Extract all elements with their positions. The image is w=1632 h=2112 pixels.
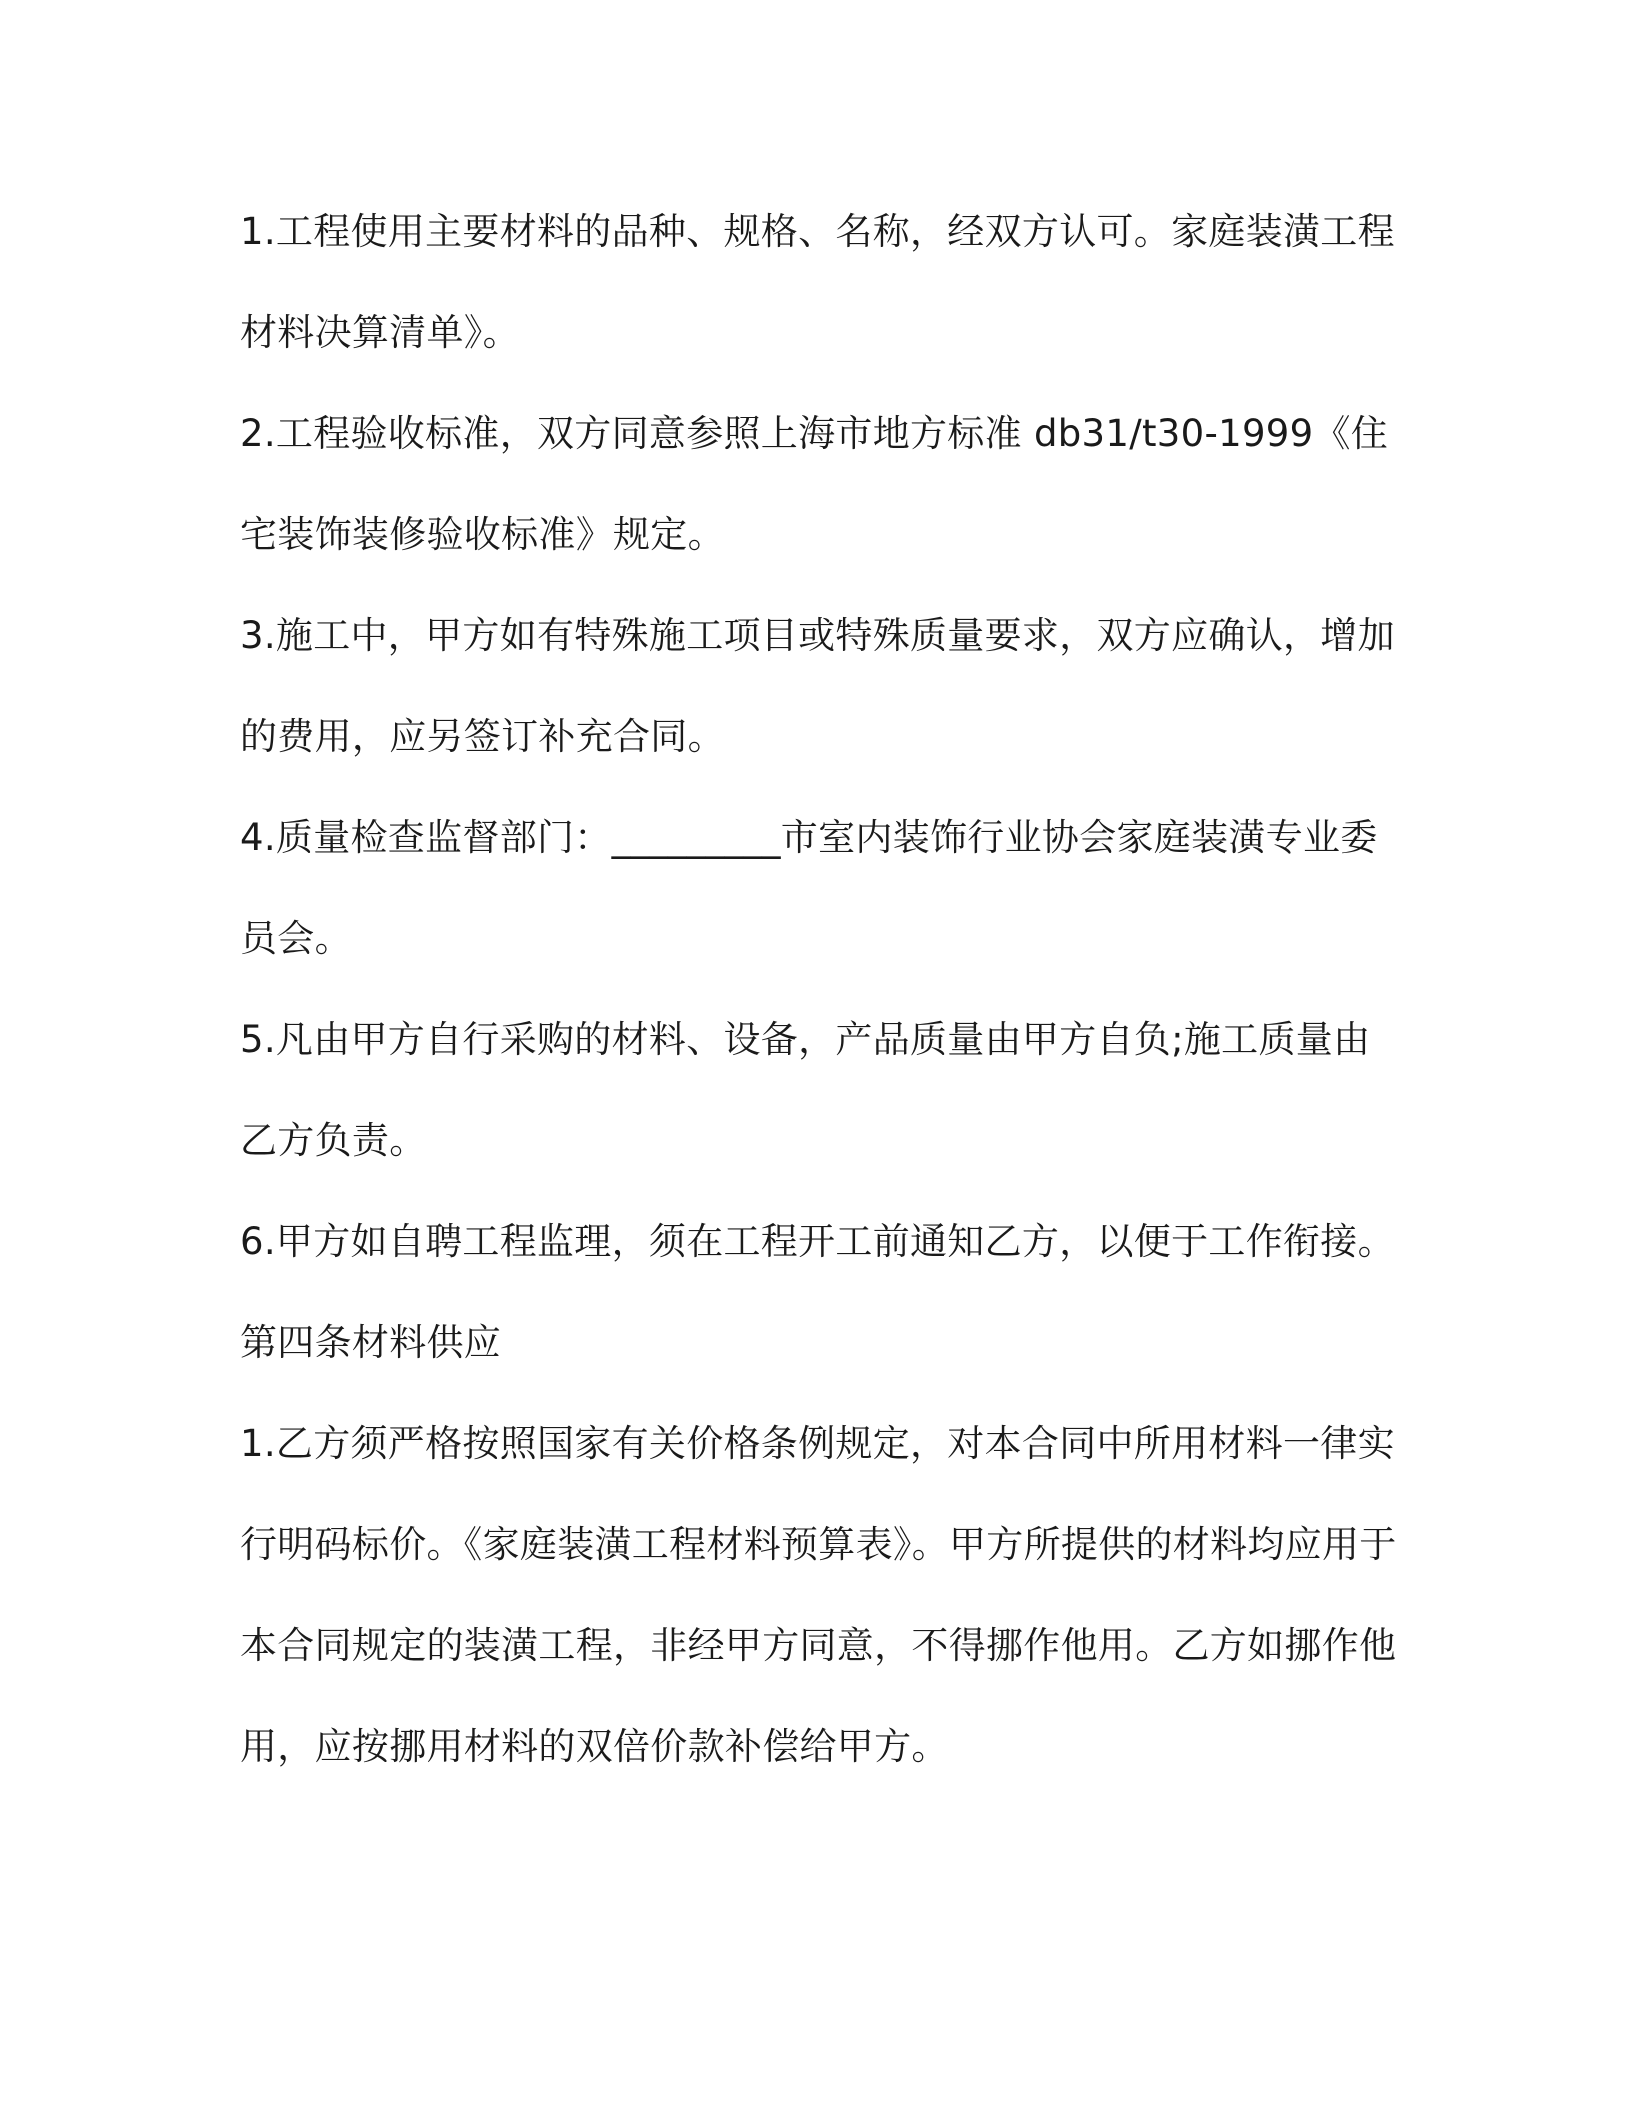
clause-paragraph: 2.工程验收标准，双方同意参照上海市地方标准 db31/t30-1999《住宅装饰装修验收标准》规定。 [240,412,1389,556]
clause-paragraph: 4.质量检查监督部门：_________市室内装饰行业协会家庭装潢专业委员会。 [240,816,1378,960]
clause-paragraph: 1.乙方须严格按照国家有关价格条例规定，对本合同中所用材料一律实行明码标价。《家庭装潢工程材料预算表》。甲方所提供的材料均应用于本合同规定的装潢工程，非经甲方同意，不得挪作他用。乙方如挪作他用，应按挪用材料的双倍价款补偿给甲方。 [240,1422,1397,1768]
clause-paragraph: 5.凡由甲方自行采购的材料、设备，产品质量由甲方自负;施工质量由乙方负责。 [240,1018,1371,1162]
document-body [240,181,1400,1797]
clause-paragraph: 1.工程使用主要材料的品种、规格、名称，经双方认可。家庭装潢工程材料决算清单》。 [240,210,1395,354]
clause-paragraph: 3.施工中，甲方如有特殊施工项目或特殊质量要求，双方应确认，增加的费用，应另签订补充合同。 [240,614,1395,758]
clause-paragraph: 6.甲方如自聘工程监理，须在工程开工前通知乙方，以便于工作衔接。 [240,1220,1395,1263]
section-heading: 第四条材料供应 [240,1321,502,1364]
